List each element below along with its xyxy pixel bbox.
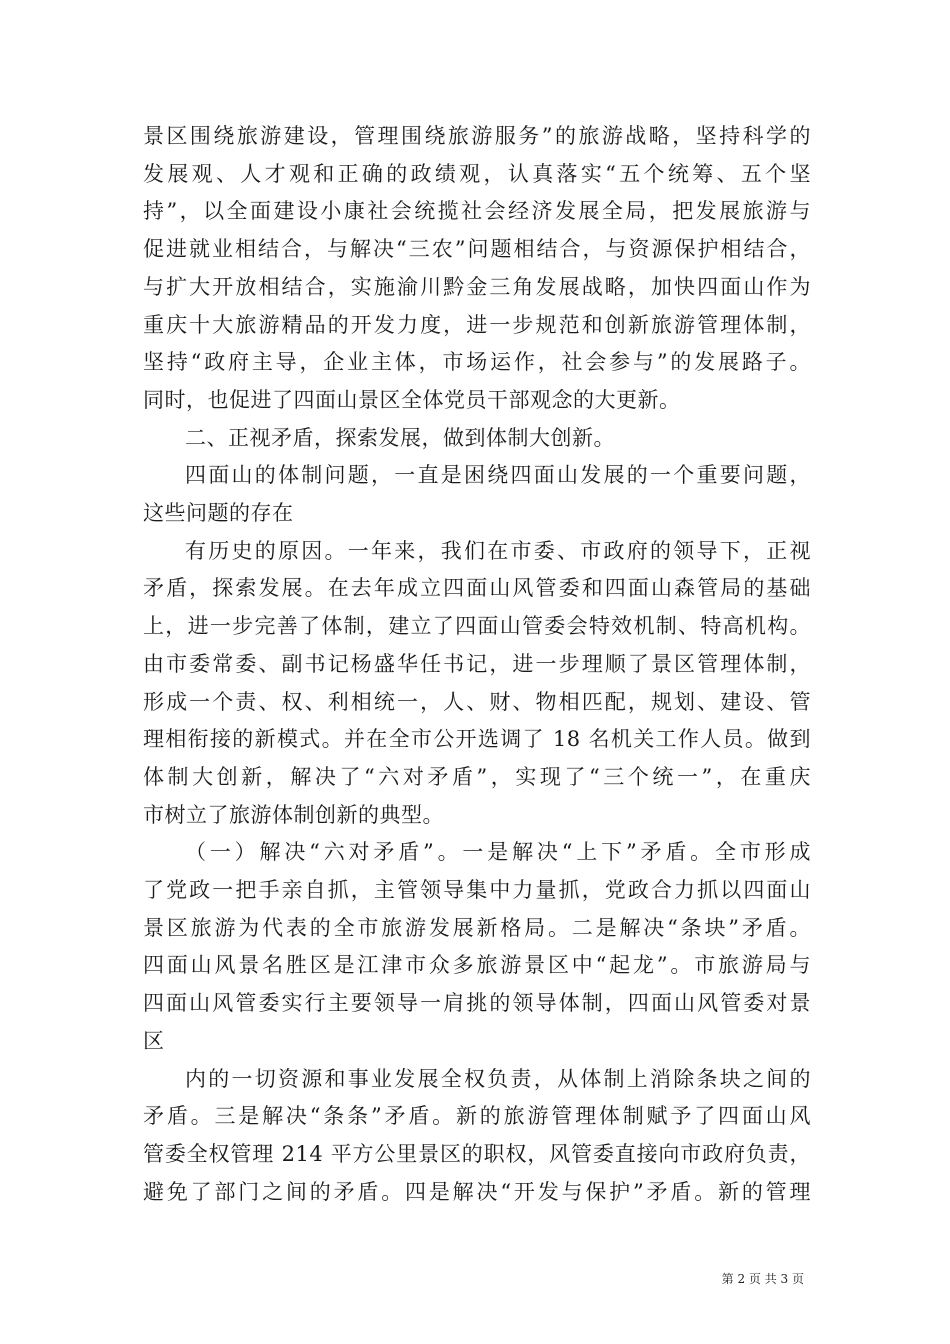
text-line: 发展观、人才观和正确的政绩观，认真落实“五个统筹、五个坚: [143, 161, 811, 186]
text-line: 持”，以全面建设小康社会统揽社会经济发展全局，把发展旅游与: [143, 199, 811, 224]
text-line: 形成一个责、权、利相统一，人、财、物相匹配，规划、建设、管: [143, 689, 811, 714]
text-line: 这些问题的存在: [143, 501, 294, 526]
text-line: 矛盾。三是解决“条条”矛盾。新的旅游管理体制赋予了四面山风: [143, 1104, 811, 1129]
text-line: 由市委常委、副书记杨盛华任书记，进一步理顺了景区管理体制，: [143, 651, 811, 676]
document-body: [143, 118, 811, 1211]
text-line: 同时，也促进了四面山景区全体党员干部观念的大更新。: [143, 387, 681, 412]
text-line: 坚持“政府主导，企业主体，市场运作，社会参与”的发展路子。: [143, 350, 811, 375]
text-line: 避免了部门之间的矛盾。四是解决“开发与保护”矛盾。新的管理: [143, 1179, 811, 1204]
page-number: 第 2 页 共 3 页: [721, 1272, 804, 1286]
text-line: 矛盾，探索发展。在去年成立四面山风管委和四面山森管局的基础: [143, 576, 811, 601]
text-line: 四面山的体制问题，一直是困绕四面山发展的一个重要问题，: [185, 463, 811, 488]
text-line: 与扩大开放相结合，实施渝川黔金三角发展战略，加快四面山作为: [143, 274, 811, 299]
text-line: 有历史的原因。一年来，我们在市委、市政府的领导下，正视: [185, 538, 811, 563]
text-line: （一）解决“六对矛盾”。一是解决“上下”矛盾。全市形成: [185, 840, 811, 865]
text-line: 区: [143, 1028, 165, 1053]
text-line: 体制大创新，解决了“六对矛盾”，实现了“三个统一”，在重庆: [143, 764, 811, 789]
text-line: 二、正视矛盾，探索发展，做到体制大创新。: [185, 425, 615, 450]
text-line: 上，进一步完善了体制，建立了四面山管委会特效机制、特高机构。: [143, 614, 811, 639]
text-line: 景区围绕旅游建设，管理围绕旅游服务”的旅游战略，坚持科学的: [143, 124, 811, 148]
text-line: 理相衔接的新模式。并在全市公开选调了 18 名机关工作人员。做到: [143, 727, 811, 752]
text-line: 促进就业相结合，与解决“三农”问题相结合，与资源保护相结合，: [143, 237, 811, 262]
text-line: 内的一切资源和事业发展全权负责，从体制上消除条块之间的: [185, 1066, 811, 1091]
text-line: 重庆十大旅游精品的开发力度，进一步规范和创新旅游管理体制，: [143, 312, 811, 337]
text-line: 四面山风管委实行主要领导一肩挑的领导体制，四面山风管委对景: [143, 991, 811, 1016]
text-line: 景区旅游为代表的全市旅游发展新格局。二是解决“条块”矛盾。: [143, 915, 811, 940]
text-line: 四面山风景名胜区是江津市众多旅游景区中“起龙”。市旅游局与: [143, 953, 811, 978]
text-line: 管委全权管理 214 平方公里景区的职权，风管委直接向市政府负责，: [143, 1141, 811, 1166]
text-line: 了党政一把手亲自抓，主管领导集中力量抓，党政合力抓以四面山: [143, 878, 811, 903]
text-line: 市树立了旅游体制创新的典型。: [143, 802, 444, 827]
